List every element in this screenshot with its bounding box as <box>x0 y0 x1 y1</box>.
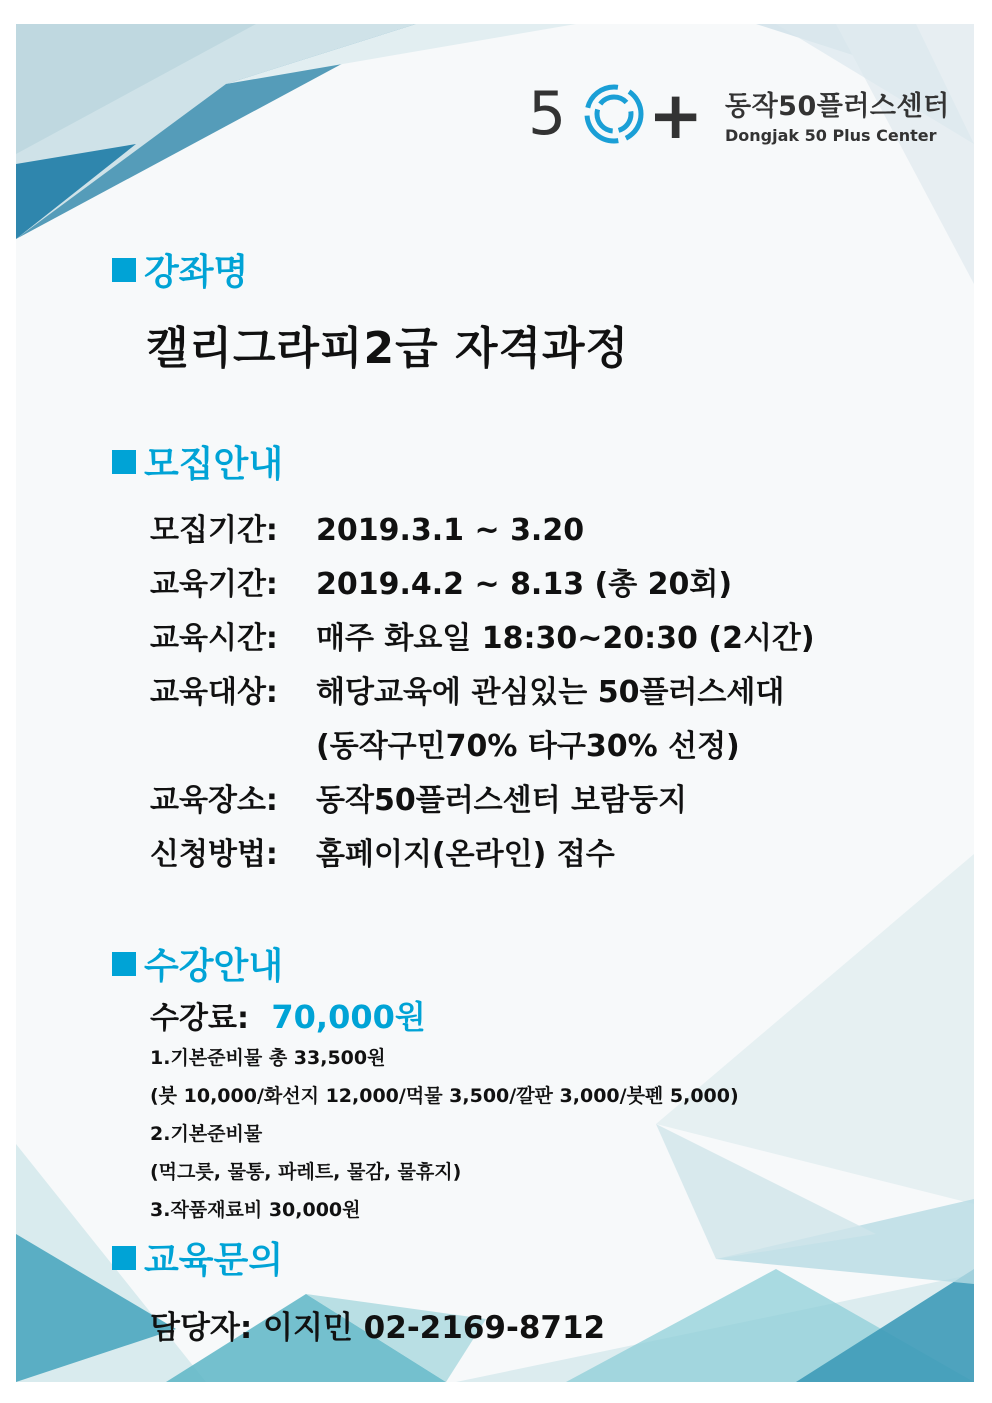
recruit-heading <box>112 436 283 487</box>
info-value: 해당교육에 관심있는 50플러스세대 <box>316 675 785 710</box>
info-row-education-time <box>150 618 815 672</box>
svg-text:+: + <box>648 77 704 154</box>
tuition-fee <box>150 992 426 1038</box>
tuition-heading <box>112 938 283 989</box>
tuition-details <box>150 1040 739 1230</box>
fee-amount: 70,000원 <box>271 998 426 1036</box>
svg-text:5: 5 <box>528 79 567 149</box>
info-row-education-period <box>150 564 815 618</box>
contact-label: 담당자: <box>150 1310 253 1346</box>
info-row-target <box>150 672 815 726</box>
info-label: 교육시간: <box>150 621 278 656</box>
info-row-target-note <box>150 726 815 780</box>
info-value: 매주 화요일 18:30~20:30 (2시간) <box>316 621 815 656</box>
contact-value: 이지민 02-2169-8712 <box>263 1310 606 1346</box>
inquiry-heading-text: 교육문의 <box>144 1240 284 1281</box>
detail-line: 1.기본준비물 총 33,500원 <box>150 1047 386 1069</box>
recruit-info-list <box>150 510 815 888</box>
info-value: 동작50플러스센터 보람둥지 <box>316 783 687 818</box>
info-value: 2019.3.1 ~ 3.20 <box>316 513 585 548</box>
info-label: 교육대상: <box>150 675 278 710</box>
info-row-application <box>150 834 815 888</box>
info-label: 교육장소: <box>150 783 278 818</box>
square-bullet-icon <box>112 1246 136 1270</box>
info-label: 신청방법: <box>150 837 278 872</box>
detail-line: 3.작품재료비 30,000원 <box>150 1199 361 1221</box>
logo-mark-icon <box>528 66 718 166</box>
detail-line: 2.기본준비물 <box>150 1123 263 1145</box>
square-bullet-icon <box>112 952 136 976</box>
course-heading <box>112 244 248 295</box>
info-label: 교육기간: <box>150 567 278 602</box>
square-bullet-icon <box>112 450 136 474</box>
info-value: (동작구민70% 타구30% 선정) <box>316 729 740 764</box>
recruit-heading-text: 모집안내 <box>144 444 284 485</box>
logo-name-ko: 동작50플러스센터 <box>725 91 950 122</box>
tuition-heading-text: 수강안내 <box>144 946 284 987</box>
info-row-location <box>150 780 815 834</box>
course-heading-text: 강좌명 <box>144 252 249 293</box>
fee-label: 수강료: <box>150 1001 249 1036</box>
info-label: 모집기간: <box>150 513 278 548</box>
square-bullet-icon <box>112 258 136 282</box>
info-value: 홈페이지(온라인) 접수 <box>316 837 615 872</box>
info-label <box>150 726 316 780</box>
center-logo <box>528 66 948 166</box>
detail-line: (먹그릇, 물통, 파레트, 물감, 물휴지) <box>150 1161 462 1183</box>
contact-line <box>150 1302 605 1347</box>
course-title: 캘리그라피2급 자격과정 <box>146 323 629 374</box>
inquiry-heading <box>112 1232 283 1283</box>
info-value: 2019.4.2 ~ 8.13 (총 20회) <box>316 567 733 602</box>
logo-name-en: Dongjak 50 Plus Center <box>725 126 937 145</box>
info-row-period <box>150 510 815 564</box>
detail-line: (붓 10,000/화선지 12,000/먹물 3,500/깔판 3,000/붓펜 5,000) <box>150 1085 739 1107</box>
